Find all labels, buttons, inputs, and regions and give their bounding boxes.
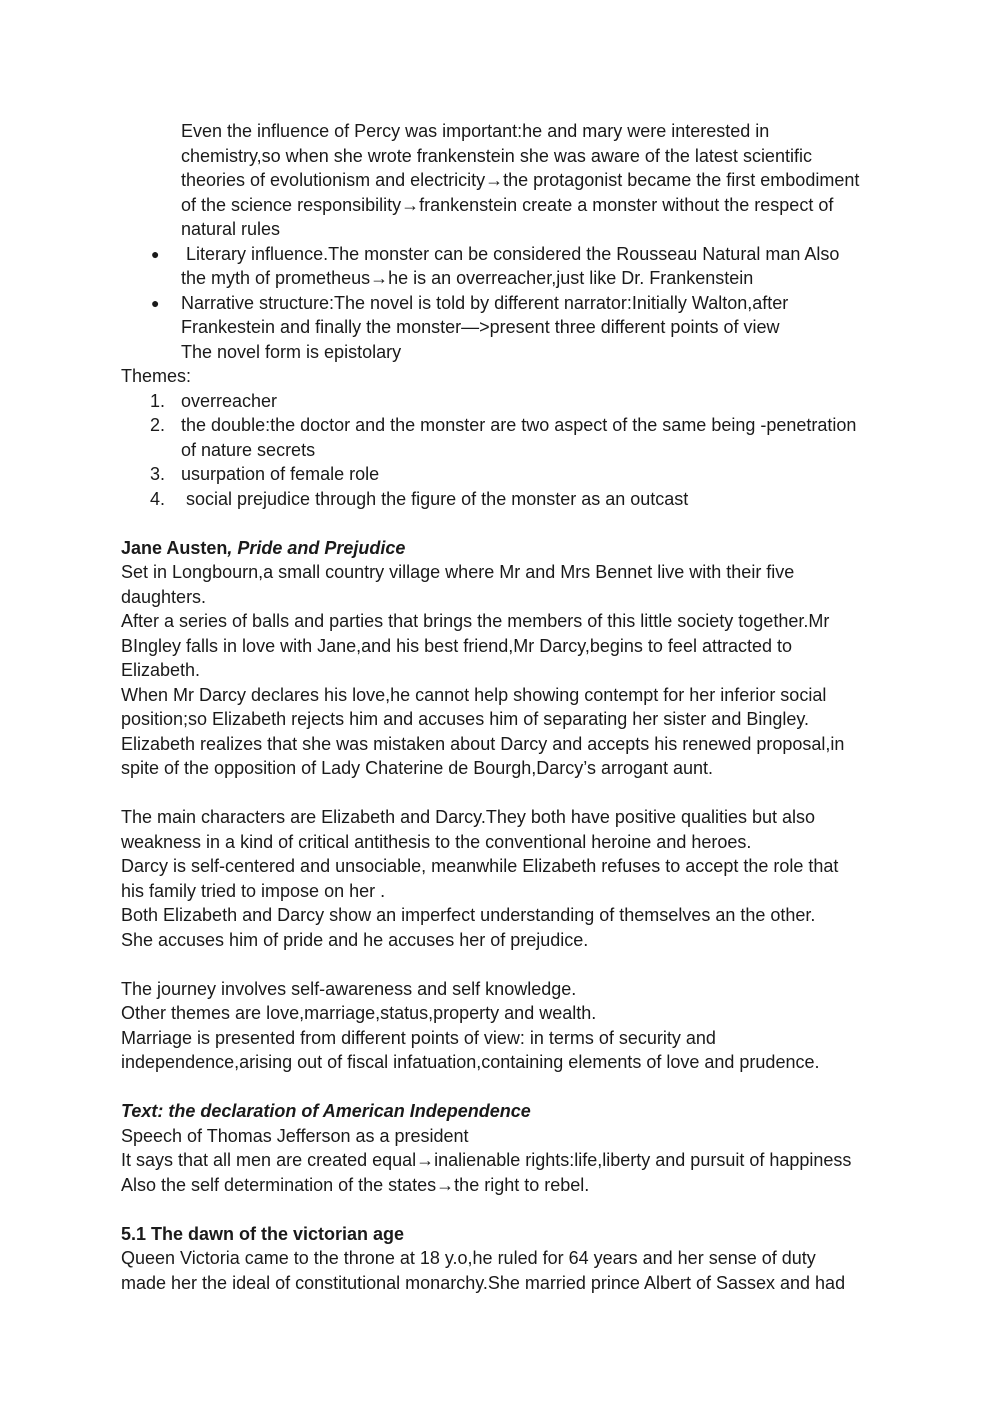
text-line: When Mr Darcy declares his love,he cannot help showing contempt for her inferior social — [121, 684, 827, 705]
list-number: 2. — [150, 415, 166, 435]
list-number: 3. — [150, 464, 166, 484]
section-heading-austen — [121, 536, 891, 561]
text-line: The journey involves self-awareness and self knowledge. — [121, 978, 577, 999]
text-line: position;so Elizabeth rejects him and accuses him of separating her sister and Bingley. — [121, 709, 810, 729]
text-line: The main characters are Elizabeth and Darcy.They both have positive qualities but also — [121, 807, 816, 827]
theme-item-4 — [121, 487, 891, 512]
text-line: made her the ideal of constitutional monarchy.She married prince Albert of Sassex and had — [121, 1272, 846, 1293]
text-line: Elizabeth realizes that she was mistaken about Darcy and accepts his renewed proposal,in — [121, 733, 845, 754]
text-line: BIngley falls in love with Jane,and his best friend,Mr Darcy,begins to feel attracted to — [121, 635, 793, 656]
text-line: Literary influence.The monster can be considered the Rousseau Natural man Also — [181, 243, 840, 264]
text-line: Marriage is presented from different points of view: in terms of security and — [121, 1027, 716, 1048]
text-line: independence,arising out of fiscal infatuation,containing elements of love and prudence. — [121, 1052, 820, 1072]
paragraph-spacer — [121, 1075, 891, 1100]
text-line: weakness in a kind of critical antithesis to the conventional heroine and heroes. — [121, 831, 752, 852]
themes-label: Themes: — [121, 366, 192, 386]
text-line: Both Elizabeth and Darcy show an imperfect understanding of themselves an the other. — [121, 905, 816, 925]
text-line: Set in Longbourn,a small country village where Mr and Mrs Bennet live with their five — [121, 562, 795, 582]
bullet-icon: ● — [151, 294, 160, 311]
bullet-item-narrative-structure — [121, 291, 891, 365]
text-line: theories of evolutionism and electricity→the protagonist became the first embodiment — [181, 170, 860, 190]
text-line: social prejudice through the figure of the monster as an outcast — [181, 488, 689, 509]
text-line: daughters. — [121, 586, 207, 607]
text-line: natural rules — [181, 219, 281, 239]
text-line: his family tried to impose on her . — [121, 880, 386, 901]
text-line: chemistry,so when she wrote frankenstein she was aware of the latest scientific — [181, 145, 812, 166]
text-line: Queen Victoria came to the throne at 18 y.o,he ruled for 64 years and her sense of duty — [121, 1248, 816, 1268]
influence-paragraph — [121, 119, 891, 242]
bullet-icon: ● — [151, 245, 160, 262]
text-line: Also the self determination of the states→the right to rebel. — [121, 1174, 590, 1195]
bullet-item-literary-influence — [121, 242, 891, 291]
text-line: Frankestein and finally the monster—>present three different points of view — [181, 317, 780, 337]
theme-item-2 — [121, 413, 891, 462]
paragraph-spacer — [121, 781, 891, 806]
text-line: After a series of balls and parties that brings the members of this little society together.Mr — [121, 611, 830, 631]
list-number: 1. — [150, 390, 166, 411]
text-line: It says that all men are created equal→inalienable rights:life,liberty and pursuit of happiness — [121, 1150, 852, 1170]
section-heading-declaration: Text: the declaration of American Independence — [121, 1101, 531, 1121]
austen-characters-paragraph — [121, 805, 891, 952]
text-line: spite of the opposition of Lady Chaterine de Bourgh,Darcy’s arrogant aunt. — [121, 758, 714, 778]
declaration-paragraph — [121, 1124, 891, 1198]
list-number: 4. — [150, 488, 166, 509]
heading-title: , Pride and Prejudice — [227, 537, 406, 558]
text-line: Darcy is self-centered and unsociable, meanwhile Elizabeth refuses to accept the role that — [121, 856, 839, 876]
heading-author: Jane Austen — [121, 537, 228, 558]
text-line: overreacher — [181, 390, 278, 411]
theme-item-1 — [121, 389, 891, 414]
text-line: of nature secrets — [181, 439, 316, 460]
paragraph-spacer — [121, 511, 891, 536]
austen-plot-paragraph — [121, 560, 891, 781]
paragraph-spacer — [121, 952, 891, 977]
document-page — [121, 119, 891, 1295]
text-line: Even the influence of Percy was important:he and mary were interested in — [181, 121, 770, 141]
theme-item-3 — [121, 462, 891, 487]
victorian-paragraph — [121, 1246, 891, 1295]
text-line: of the science responsibility→frankenstein create a monster without the respect of — [181, 194, 834, 215]
text-line: Narrative structure:The novel is told by different narrator:Initially Walton,after — [181, 292, 789, 313]
text-line: The novel form is epistolary — [181, 341, 402, 362]
section-heading-victorian: 5.1 The dawn of the victorian age — [121, 1223, 405, 1244]
text-line: Elizabeth. — [121, 660, 201, 680]
text-line: Other themes are love,marriage,status,property and wealth. — [121, 1003, 597, 1023]
text-line: She accuses him of pride and he accuses her of prejudice. — [121, 929, 589, 950]
text-line: the double:the doctor and the monster are two aspect of the same being -penetration — [181, 415, 857, 435]
text-line: Speech of Thomas Jefferson as a president — [121, 1125, 469, 1146]
paragraph-spacer — [121, 1197, 891, 1222]
austen-themes-paragraph — [121, 977, 891, 1075]
text-line: usurpation of female role — [181, 464, 380, 484]
text-line: the myth of prometheus→he is an overreacher,just like Dr. Frankenstein — [181, 268, 754, 288]
